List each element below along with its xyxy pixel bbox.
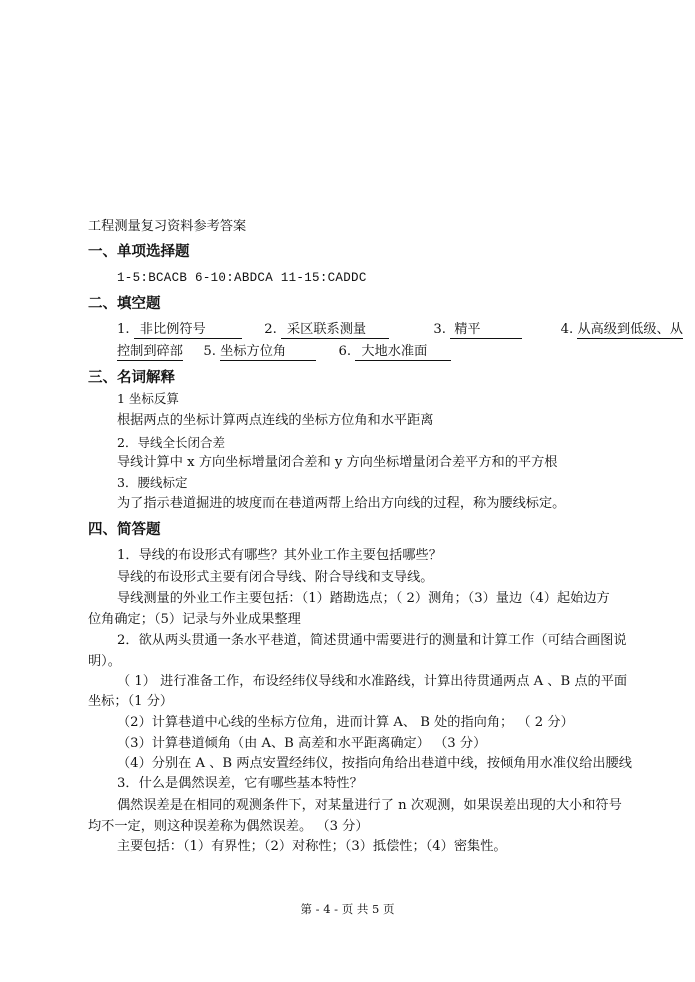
blank-5-number: 5.	[203, 344, 216, 359]
blank-3-answer: 精平	[450, 321, 522, 339]
term-1-title: 1 坐标反算	[117, 391, 179, 406]
section-2-heading: 二、填空题	[88, 295, 161, 312]
question-3: 3．什么是偶然误差，它有哪些基本特性？	[117, 776, 363, 791]
term-2-definition: 导线计算中 x 方向坐标增量闭合差和 y 方向坐标增量闭合差平方和的平方根	[117, 455, 558, 470]
blank-1-number: 1.	[117, 322, 130, 337]
blank-6-answer: 大地水准面	[355, 343, 451, 361]
term-3-definition: 为了指示巷道掘进的坡度而在巷道两帮上给出方向线的过程，称为腰线标定。	[117, 496, 566, 511]
blank-4-answer-part-1: 从高级到低级、从	[577, 322, 683, 337]
blank-3-number: 3.	[433, 322, 446, 337]
page-number-footer: 第 - 4 - 页 共 5 页	[300, 902, 395, 916]
section-4-heading: 四、简答题	[88, 521, 161, 538]
blank-6-number: 6.	[338, 344, 352, 359]
answer-3-line-1: 偶然误差是在相同的观测条件下，对某量进行了 n 次观测，如果误差出现的大小和符号	[117, 798, 622, 813]
answer-3-line-3: 主要包括：（1）有界性；（2）对称性；（3）抵偿性；（4）密集性。	[117, 839, 507, 854]
term-2-title: 2．导线全长闭合差	[117, 435, 225, 450]
blank-4-number: 4.	[560, 322, 574, 337]
answer-2-line-2: 坐标；（1 分）	[88, 694, 174, 709]
section-1-heading: 一、单项选择题	[88, 243, 190, 260]
section-3-heading: 三、名词解释	[88, 369, 175, 386]
answer-2-line-5: （4）分别在 A 、B 两点安置经纬仪，按指向角给出巷道中线，按倾角用水准仪给出腰线	[117, 756, 632, 771]
answer-2-line-1: （ 1） 进行准备工作，布设经纬仪导线和水准路线，计算出待贯通两点 A 、B 点的平面	[117, 674, 628, 689]
term-1-definition: 根据两点的坐标计算两点连线的坐标方位角和水平距离	[117, 413, 434, 428]
answer-3-line-2: 均不一定，则这种误差称为偶然误差。 （3 分）	[88, 819, 369, 834]
blank-2-number: 2.	[264, 322, 277, 337]
blank-4-answer-part-2: 控制到碎部	[117, 344, 183, 359]
term-3-title: 3．腰线标定	[117, 475, 188, 490]
answer-1-line-1: 导线的布设形式主要有闭合导线、附合导线和支导线。	[117, 570, 434, 585]
answer-1-line-3: 位角确定；（5）记录与外业成果整理	[88, 612, 301, 627]
answer-2-line-3: （2）计算巷道中心线的坐标方位角，进而计算 A、 B 处的指向角； （ 2 分）	[117, 715, 574, 730]
fill-blank-line-2	[117, 342, 663, 362]
answer-2-line-4: （3）计算巷道倾角（由 A、B 高差和水平距离确定） （3 分）	[117, 736, 487, 751]
document-title: 工程测量复习资料参考答案	[88, 219, 247, 234]
fill-blank-line-1	[117, 320, 683, 340]
question-2-line-1: 2．欲从两头贯通一条水平巷道，简述贯通中需要进行的测量和计算工作（可结合画图说	[117, 633, 627, 648]
question-2-line-2: 明）。	[88, 654, 121, 669]
question-1: 1．导线的布设形式有哪些？其外业工作主要包括哪些？	[117, 548, 442, 563]
answer-1-line-2: 导线测量的外业工作主要包括：（1）踏勘选点；（ 2）测角；（3）量边（4）起始边方	[117, 591, 610, 606]
blank-5-answer: 坐标方位角	[220, 343, 316, 361]
choice-answers: 1-5:BCACB 6-10:ABDCA 11-15:CADDC	[117, 271, 367, 285]
blank-1-answer: 非比例符号	[134, 321, 242, 339]
blank-2-answer: 采区联系测量	[281, 321, 389, 339]
